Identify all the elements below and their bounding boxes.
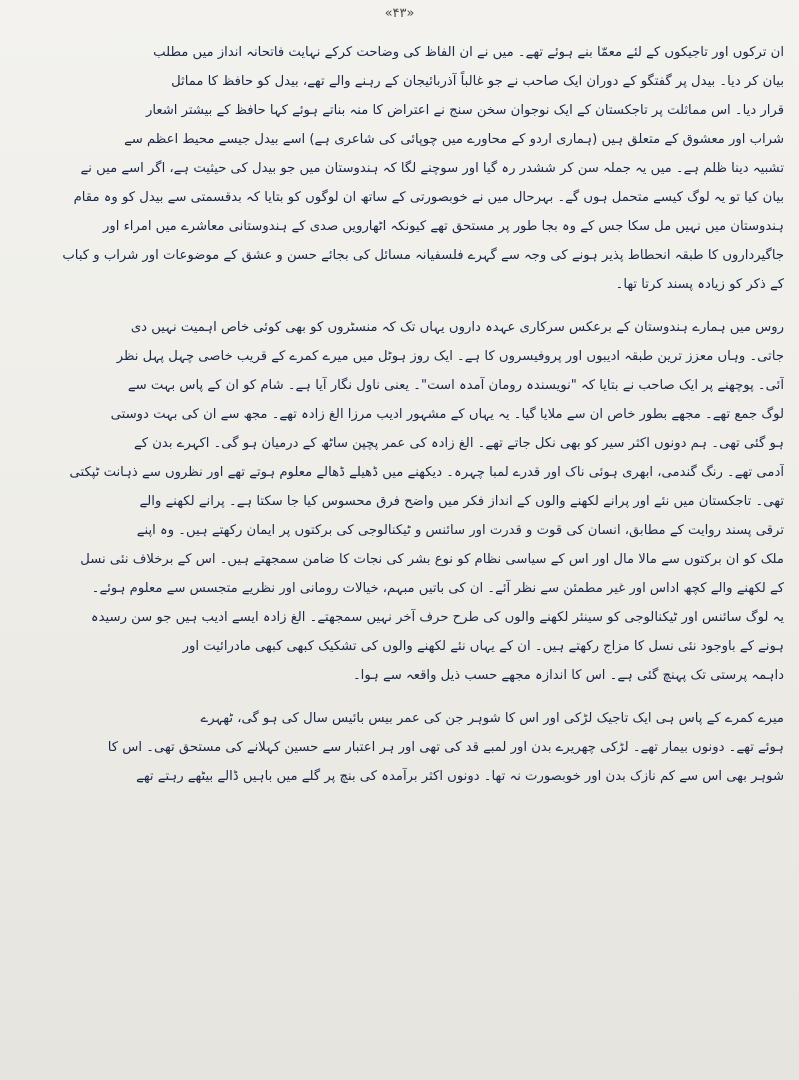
paragraph-3	[22, 704, 784, 791]
text-line: آئی۔ پوچھنے پر ایک صاحب نے بتایا کہ "نویسندہ رومان آمدہ است"۔ یعنی ناول نگار آیا ہے۔ شام کو ان کے پاس بہت سے	[127, 378, 784, 393]
text-line: شوہر بھی اس سے کم نازک بدن اور خوبصورت نہ تھا۔ دونوں اکثر برآمدہ کی بنچ پر گلے میں باہیں ڈالے بیٹھے رہتے تھے	[136, 769, 784, 784]
text-line: شراب اور معشوق کے متعلق ہیں (ہماری اردو کے محاورے میں چوپائی کی شاعری ہے) اسے بیدل جیسے محیط اعظم سے	[124, 132, 784, 147]
text-line: ہندوستان میں نہیں مل سکا جس کے وہ بجا طور پر مستحق تھے کیونکہ اٹھارویں صدی کے ہندوستانی معاشرے میں امراء اور	[103, 219, 784, 234]
text-line: میرے کمرے کے پاس ہی ایک تاجیک لڑکی اور اس کا شوہر جن کی عمر بیس بائیس سال کی ہو گی، ٹھہرے	[200, 711, 784, 726]
text-line: ان ترکوں اور تاجیکوں کے لئے معمّا بنے ہوئے تھے۔ میں نے ان الفاظ کی وضاحت کرکے نہایت فاتحانہ انداز میں مطلب	[153, 45, 784, 60]
paragraph-2	[22, 313, 784, 690]
paragraph-gap	[22, 690, 784, 704]
text-line: کے ذکر کو زیادہ پسند کرتا تھا۔	[615, 277, 784, 292]
text-line: جاتی۔ وہاں معزز ترین طبقہ ادیبوں اور پروفیسروں کا ہے۔ ایک روز ہوٹل میں میرے کمرے کے قریب خاصی چہل پہل نظر	[116, 349, 784, 364]
text-line: ترقی پسند روایت کے مطابق، انسان کی قوت و قدرت اور سائنس و ٹیکنالوجی کی برکتوں پر ایمان رکھتے ہیں۔ وہ اپنے	[136, 523, 784, 538]
text-line: ہوئے تھے۔ دونوں بیمار تھے۔ لڑکی چھریرے بدن اور لمبے قد کی تھی اور ہر اعتبار سے حسین کہلانے کی مستحق تھی۔ اس کا	[107, 740, 784, 755]
text-line: یہ لوگ سائنس اور ٹیکنالوجی کو سینئر لکھنے والوں کی طرح حرف آخر نہیں سمجھتے۔ الغ زادہ ایسے ادیب ہیں جو سن رسیدہ	[90, 610, 784, 625]
text-line: داہمہ پرستی تک پہنچ گئی ہے۔ اس کا اندازہ مجھے حسب ذیل واقعہ سے ہوا۔	[352, 668, 784, 683]
text-line: ہونے کے باوجود نئی نسل کا مزاج رکھتے ہیں۔ ان کے یہاں نئے لکھنے والوں کی تشکیک کبھی کبھی مادرائیت اور	[182, 639, 784, 654]
text-line: روس میں ہمارے ہندوستان کے برعکس سرکاری عہدہ داروں یہاں تک کہ منسٹروں کو بھی کوئی خاص اہمیت نہیں دی	[130, 320, 784, 335]
paragraph-gap	[22, 299, 784, 313]
text-line: جاگیرداروں کا طبقہ انحطاط پذیر ہونے کی وجہ سے گہرے فلسفیانہ مسائل کی بجائے حسن و عشق کے موضوعات اور شراب و کباب	[62, 248, 784, 263]
text-line: آدمی تھے۔ رنگ گندمی، ابھری ہوئی ناک اور قدرے لمبا چہرہ۔ دیکھنے میں ڈھیلے ڈھالے معلوم ہوتے تھے اور نظروں سے ذہانت ٹپکتی	[69, 465, 784, 480]
text-line: ملک کو ان برکتوں سے مالا مال اور اس کے سیاسی نظام کو نوع بشر کی نجات کا ضامن سمجھتے ہیں۔ اس کے برخلاف نئی نسل	[80, 552, 784, 567]
text-line: کے لکھنے والے کچھ اداس اور غیر مطمئن سے نظر آئے۔ ان کی باتیں مبہم، خیالات رومانی اور نظریے متجسس سے معلوم ہوئے۔	[91, 581, 784, 596]
text-line: تھی۔ تاجکستان میں نئے اور پرانے لکھنے والوں کے انداز فکر میں واضح فرق محسوس کیا جا سکتا ہے۔ پرانے لکھنے والے	[139, 494, 784, 509]
text-line: قرار دیا۔ اس مماثلت پر تاجکستان کے ایک نوجوان سخن سنج نے اعتراض کا منہ بناتے ہوئے کہا حافظ کے بیشتر اشعار	[146, 103, 784, 118]
text-line: بیان کر دیا۔ بیدل پر گفتگو کے دوران ایک صاحب نے جو غالباً آذربائیجان کے رہنے والے تھے، بیدل کو حافظ کا مماثل	[171, 74, 784, 89]
text-line: لوگ جمع تھے۔ مجھے بطور خاص ان سے ملایا گیا۔ یہ یہاں کے مشہور ادیب مرزا الغ زادہ تھے۔ مجھ سے ان کی بہت دوستی	[110, 407, 784, 422]
text-line: بیان کیا تو یہ لوگ کیسے متحمل ہوں گے۔ بہرحال میں نے خوبصورتی کے ساتھ ان لوگوں کو بتایا کہ بدقسمتی سے بیدل کو وہ مقام	[73, 190, 784, 205]
text-line: تشبیہ دینا ظلم ہے۔ میں یہ جملہ سن کر ششدر رہ گیا اور سوچنے لگا کہ ہندوستان میں جو بیدل کی حیثیت ہے، اگر اسے میں نے	[80, 161, 784, 176]
body-text	[22, 38, 784, 1068]
paragraph-1	[22, 38, 784, 299]
page-number: «۴۳»	[384, 6, 415, 21]
text-line: ہو گئی تھی۔ ہم دونوں اکثر سیر کو بھی نکل جاتے تھے۔ الغ زادہ کی عمر پچپن ساٹھ کے درمیان ہو گی۔ اکہرے بدن کے	[134, 436, 784, 451]
